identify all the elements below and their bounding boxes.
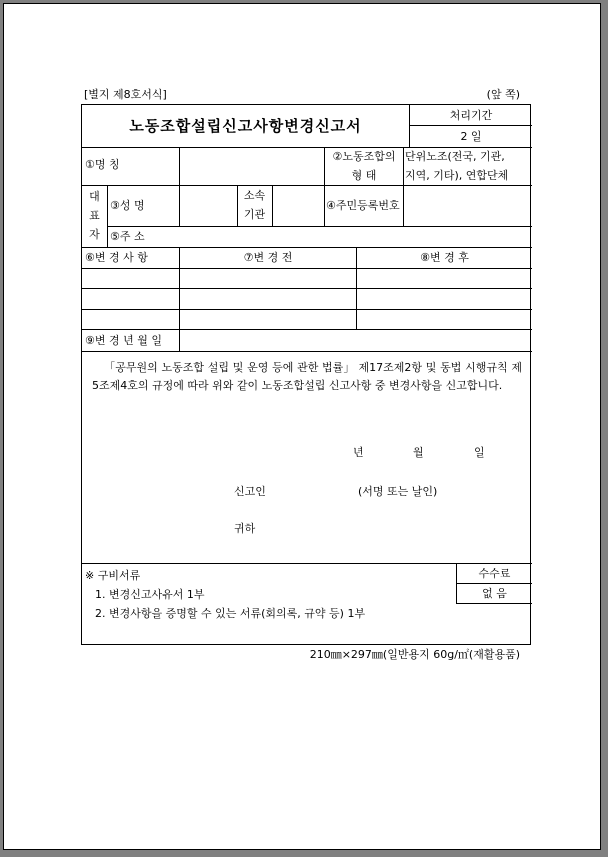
- rep-name-label: ③성 명: [110, 199, 145, 212]
- after-change-label: ⑧변 경 후: [420, 251, 469, 264]
- fee-label: 수수료: [478, 567, 511, 580]
- reporter-label: 신고인: [234, 485, 266, 498]
- representative-label-1: 대: [89, 190, 100, 203]
- processing-period-label: 처리기간: [449, 109, 493, 122]
- required-docs-label: ※ 구비서류: [85, 569, 141, 582]
- signature-label: (서명 또는 날인): [358, 485, 438, 498]
- representative-label-3: 자: [89, 228, 100, 241]
- name-label: ①명 칭: [85, 158, 120, 171]
- change-date-label: ⑨변 경 년 월 일: [85, 334, 162, 347]
- fee-value: 없 음: [482, 587, 507, 600]
- required-doc-1: 1. 변경신고사유서 1부: [95, 588, 205, 601]
- report-form: [81, 104, 531, 645]
- date-year: 년: [353, 446, 364, 459]
- union-type-label-line1: ②노동조합의: [332, 150, 396, 163]
- representative-label-2: 표: [89, 209, 100, 222]
- statement-text: 「공무원의 노동조합 설립 및 운영 등에 관한 법률」 제17조제2항 및 동법 시행규칙 제5조제4호의 규정에 따라 위와 같이 노동조합설립 신고사항 중 변경사항을 신고합니다.: [92, 361, 522, 392]
- processing-period-value: 2 일: [460, 130, 482, 143]
- paper-spec: 210㎜×297㎜(일반용지 60g/㎡(재활용품): [309, 648, 520, 661]
- date-day: 일: [474, 446, 485, 459]
- affiliation-label-line1: 소속: [243, 189, 266, 202]
- form-number: [별지 제8호서식]: [84, 88, 167, 101]
- resident-number-label: ④주민등록번호: [326, 199, 400, 212]
- affiliation-label-line2: 기관: [243, 208, 266, 221]
- before-change-label: ⑦변 경 전: [243, 251, 293, 264]
- document-page: [3, 3, 601, 850]
- change-item-label: ⑥변 경 사 항: [85, 251, 148, 264]
- address-label: ⑤주 소: [110, 230, 145, 243]
- required-doc-2: 2. 변경사항을 증명할 수 있는 서류(회의록, 규약 등) 1부: [95, 607, 366, 620]
- union-type-label-line2: 형 태: [351, 169, 377, 182]
- page-side: (앞 쪽): [486, 88, 520, 101]
- date-month: 월: [413, 446, 424, 459]
- union-type-options-line1: 단위노조(전국, 기관,: [405, 150, 505, 163]
- addressee-label: 귀하: [234, 522, 256, 535]
- form-title: 노동조합설립신고사항변경신고서: [129, 117, 362, 135]
- union-type-options-line2: 지역, 기타), 연합단체: [405, 169, 509, 182]
